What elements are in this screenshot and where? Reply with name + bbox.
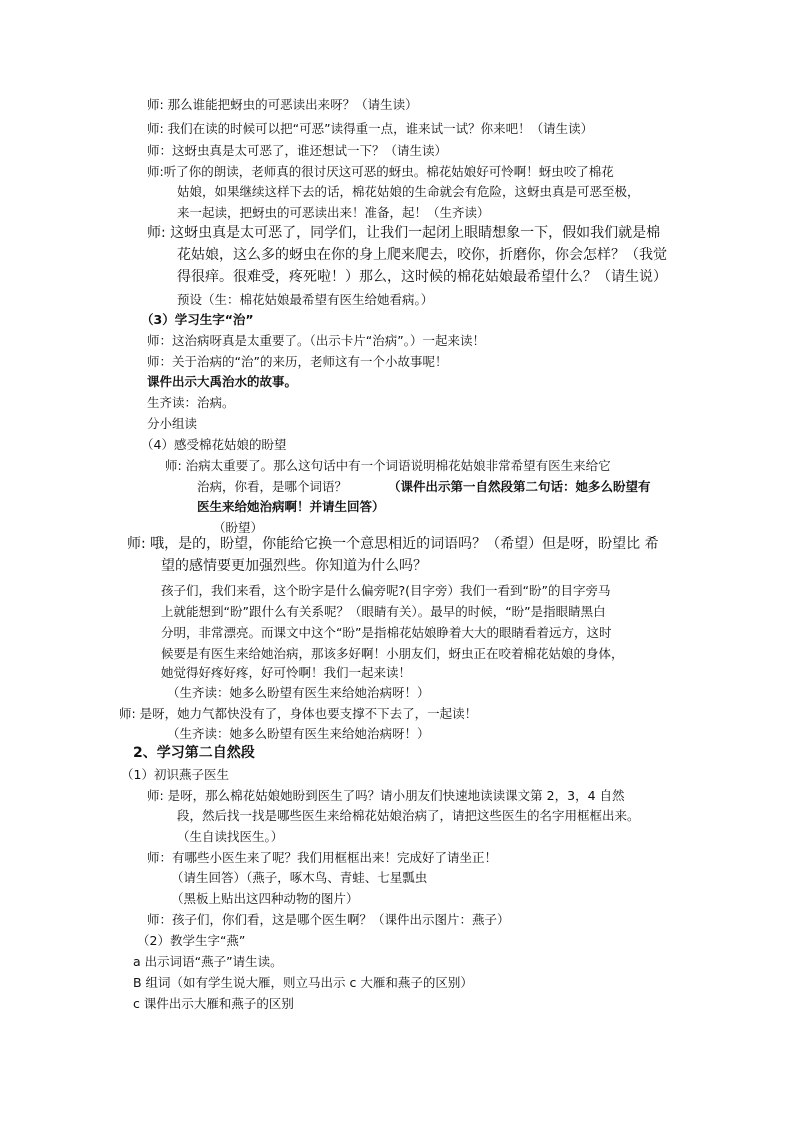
text-line: （课件出示第一自然段第二句话：她多么盼望有: [388, 479, 651, 494]
text-line: 望的感情要更加强烈些。你知道为什么吗？: [161, 558, 427, 574]
text-line: 师: 那么谁能把蚜虫的可恶读出来呀？（请生读）: [147, 97, 418, 112]
text-line: （请生回答）（燕子，啄木鸟、青蛙、七星瓢虫: [171, 870, 428, 885]
section-heading: （4）感受棉花姑娘的盼望: [141, 437, 287, 452]
section-heading: （3）学习生字“治”: [141, 312, 254, 327]
text-line: 师: 我们在读的时候可以把“可恶”读得重一点，谁来试一试？你来吧！（请生读）: [147, 121, 594, 136]
text-line: 生齐读：治病。: [147, 395, 235, 410]
text-line: 得很痒。很难受，疼死啦！）那么，这时候的棉花姑娘最希望什么？（请生说）: [177, 269, 667, 285]
text-line: 医生来给她治病啊！并请生回答）: [197, 499, 385, 514]
text-line: 课件出示大禹治水的故事。: [147, 374, 298, 389]
text-line: 师: 哦，是的，盼望，你能给它换一个意思相近的词语吗？（希望）但是呀，盼望比 希: [127, 536, 659, 552]
text-line: （盼望）: [213, 520, 264, 535]
text-line: （黑板上贴出这四种动物的图片）: [171, 891, 359, 906]
text-line: 段，然后找一找是哪些医生来给棉花姑娘治病了，请把这些医生的名字用框框出来。: [177, 808, 640, 823]
text-line: 上就能想到“盼”跟什么有关系呢？（眼睛有关）。最早的时候，“盼”是指眼睛黑白: [161, 604, 606, 619]
section-heading: （1）初识燕子医生: [121, 767, 229, 782]
text-line: （生齐读：她多么盼望有医生来给她治病呀！）: [167, 726, 430, 741]
text-line: 师: 是呀，她力气都快没有了，身体也要支撑不下去了，一起读！: [119, 706, 478, 721]
text-line: 治病，你看，是哪个词语？: [197, 479, 348, 494]
section-heading: （2）教学生字“燕”: [137, 933, 246, 948]
text-line: 师：这治病呀真是太重要了。（出示卡片“治病”。）一起来读！: [147, 333, 485, 348]
text-line: 候要是有医生来给她治病，那该多好啊！小朋友们，蚜虫正在咬着棉花姑娘的身体，: [161, 646, 624, 661]
text-line: 师：关于治病的“治”的来历，老师这有一个小故事呢！: [147, 354, 448, 369]
text-line: 孩子们，我们来看，这个盼字是什么偏旁呢?(目字旁）我们一看到“盼”的目字旁马: [161, 583, 611, 598]
text-line: （生齐读：她多么盼望有医生来给她治病呀！）: [167, 685, 430, 700]
text-line: 她觉得好疼好疼，好可怜啊！我们一起来读！: [161, 665, 412, 680]
text-line: 师: 这蚜虫真是太可恶了，同学们，让我们一起闭上眼睛想象一下，假如我们就是棉: [147, 225, 661, 241]
text-line: 来一起读，把蚜虫的可恶读出来！准备，起！（生齐读）: [177, 205, 490, 220]
text-line: （生自读找医生。）: [177, 829, 284, 844]
text-line: 师：孩子们，你们看，这是哪个医生啊？（课件出示图片：燕子）: [147, 912, 510, 927]
text-line: 分明，非常漂亮。而课文中这个“盼”是指棉花姑娘睁着大大的眼睛看着远方，这时: [161, 625, 612, 640]
text-line: c 课件出示大雁和燕子的区别: [133, 996, 294, 1011]
section-heading: 2、学习第二自然段: [133, 745, 255, 761]
text-line: a 出示词语“燕子”请生读。: [133, 954, 283, 969]
text-line: 师：这蚜虫真是太可恶了，谁还想试一下？（请生读）: [147, 143, 448, 158]
text-line: 姑娘，如果继续这样下去的话，棉花姑娘的生命就会有危险，这蚜虫真是可恶至极，: [177, 184, 640, 199]
text-line: 师: 治病太重要了。那么这句话中有一个词语说明棉花姑娘非常希望有医生来给它: [165, 458, 611, 473]
text-line: 分小组读: [147, 416, 198, 431]
text-line: 师: 是呀，那么棉花姑娘她盼到医生了吗？请小朋友们快速地读读课文第 2，3，4 自然: [147, 788, 625, 803]
text-line: 花姑娘，这么多的蚜虫在你的身上爬来爬去，咬你，折磨你，你会怎样？（我觉: [177, 247, 667, 263]
text-line: 师：有哪些小医生来了呢？我们用框框出来！完成好了请坐正！: [147, 850, 498, 865]
text-line: 师:听了你的朗读，老师真的很讨厌这可恶的蚜虫。棉花姑娘好可怜啊！蚜虫咬了棉花: [147, 164, 614, 179]
text-line: 预设（生：棉花姑娘最希望有医生给她看病。）: [177, 292, 434, 307]
text-line: B 组词（如有学生说大雁，则立马出示 c 大雁和燕子的区别）: [133, 975, 473, 990]
